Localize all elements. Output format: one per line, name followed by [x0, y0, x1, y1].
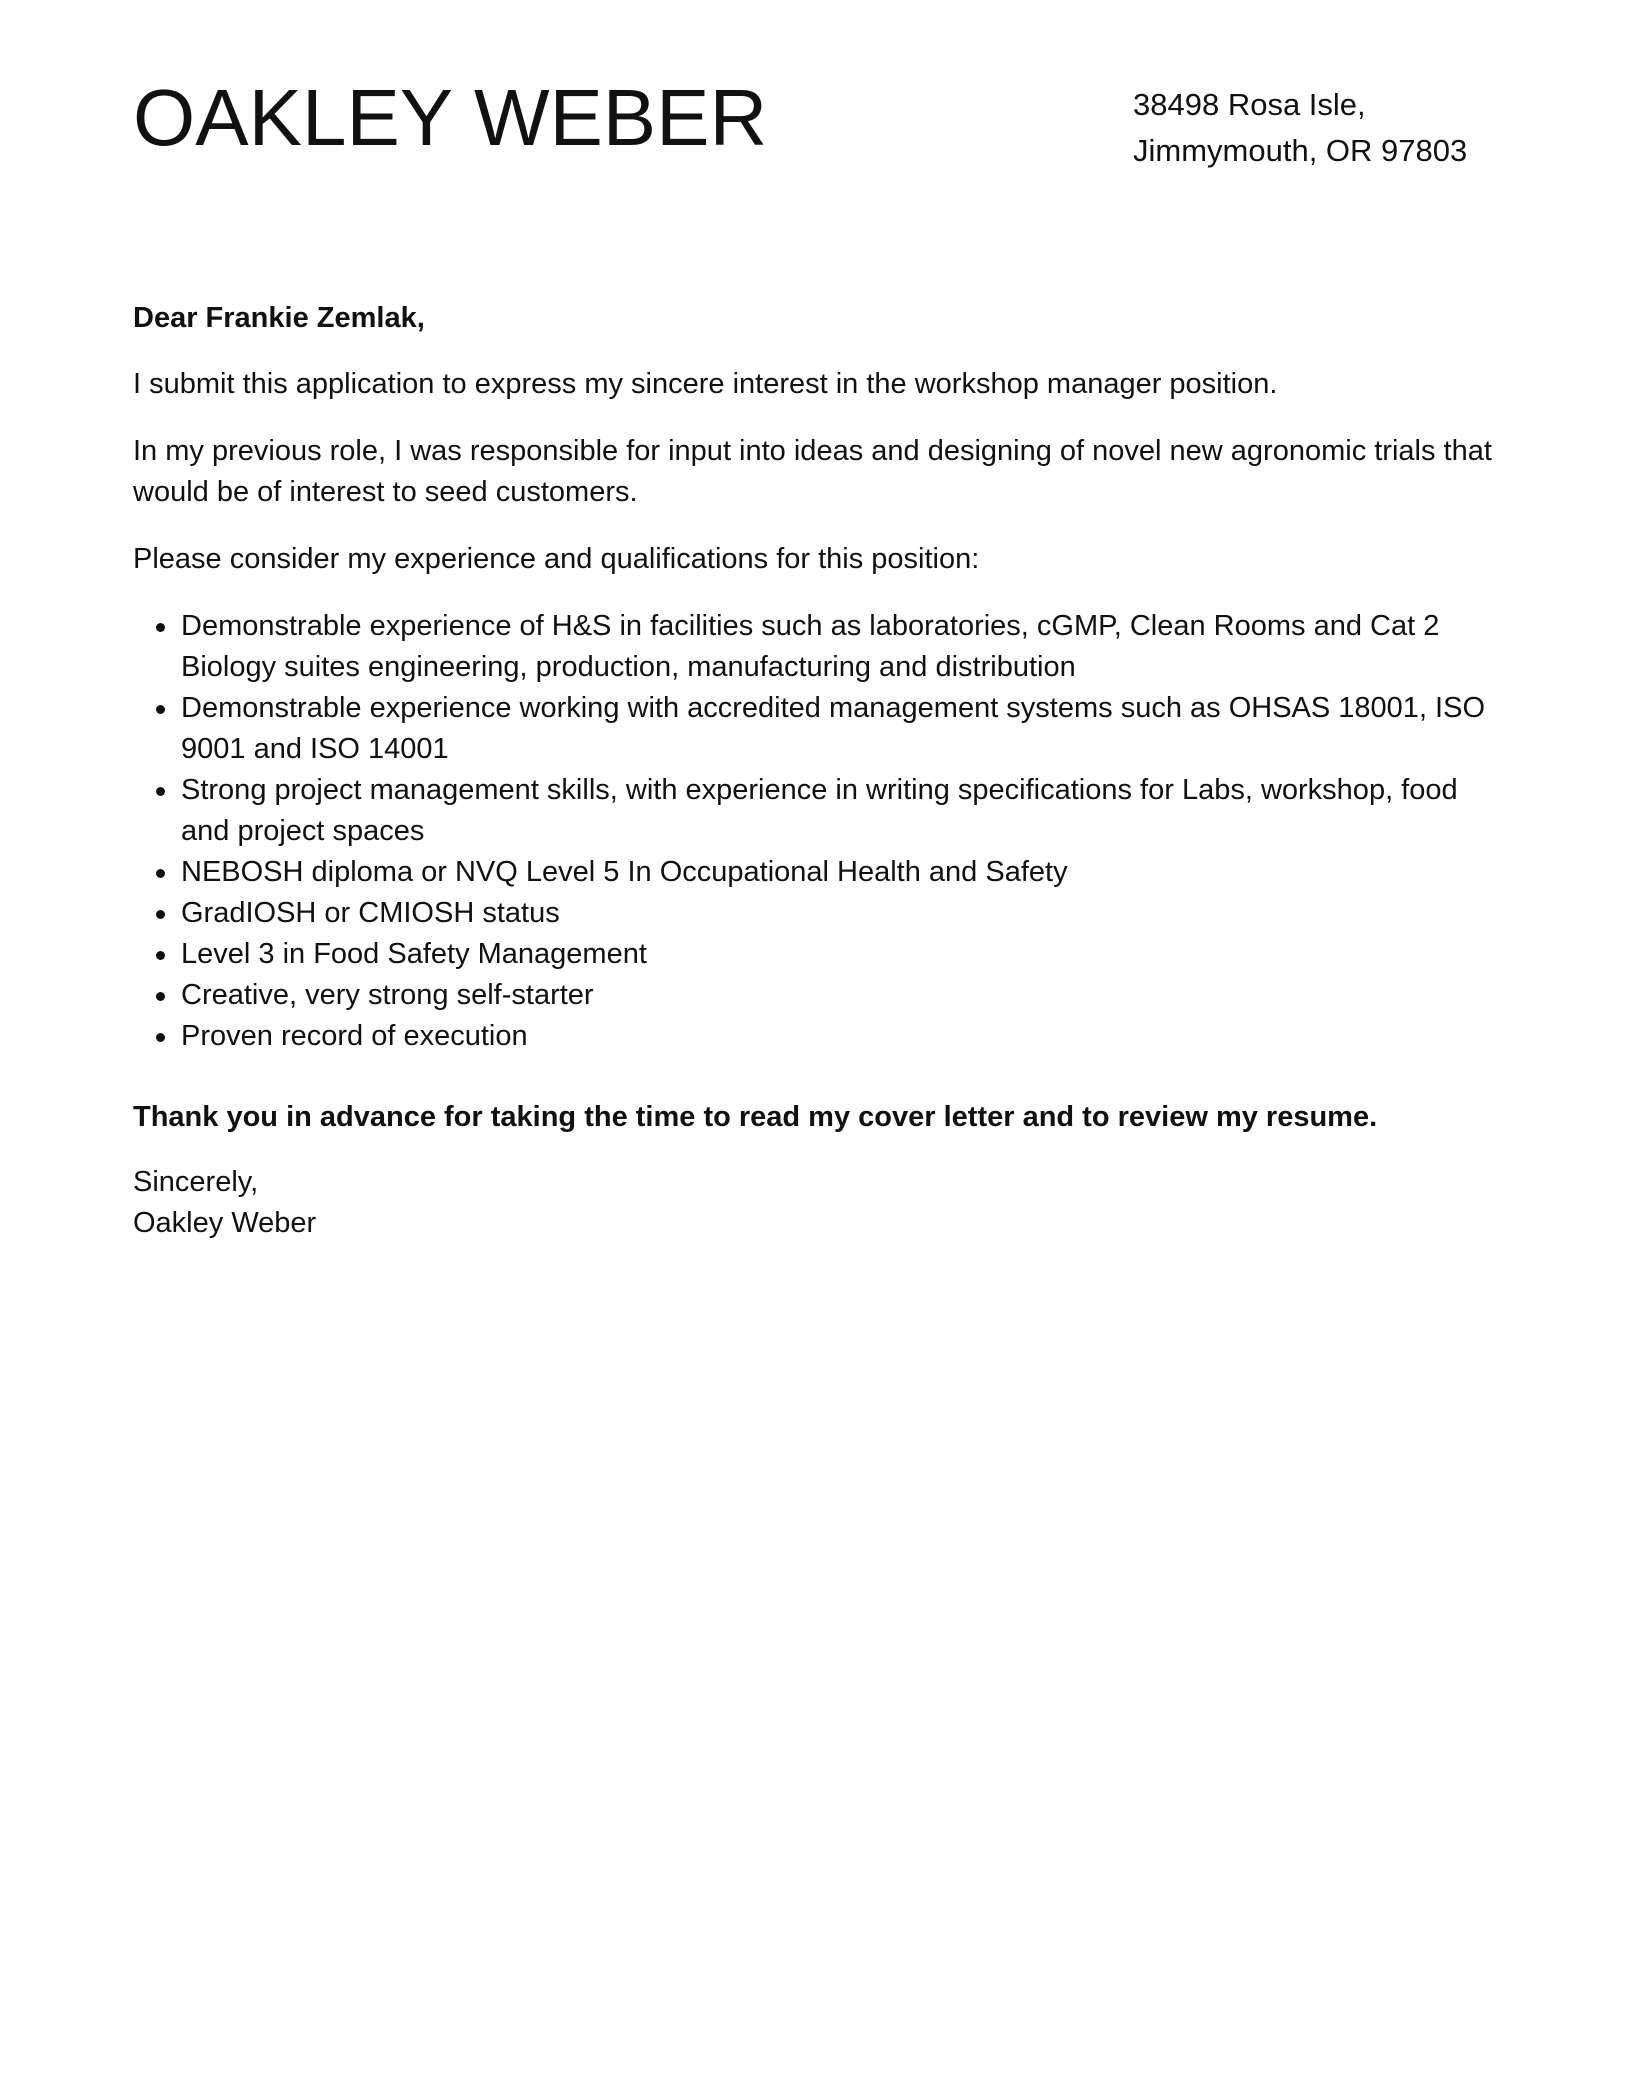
qualification-text: Creative, very strong self-starter — [181, 979, 594, 1011]
qualification-text: Proven record of execution — [181, 1020, 528, 1052]
bullet-icon — [156, 869, 165, 878]
qualifications-list — [133, 606, 1503, 1057]
bullet-icon — [156, 705, 165, 714]
letter-header — [133, 72, 1513, 202]
list-item — [181, 688, 1503, 770]
signature-name: Oakley Weber — [133, 1207, 317, 1239]
bullet-icon — [156, 623, 165, 632]
list-item — [181, 893, 1503, 934]
qualification-text: Demonstrable experience working with accredited management systems such as OHSAS 18001, ISO 9001 and ISO 14001 — [181, 692, 1486, 765]
qualification-text: NEBOSH diploma or NVQ Level 5 In Occupational Health and Safety — [181, 856, 1068, 888]
list-item — [181, 1016, 1503, 1057]
qualification-text: Demonstrable experience of H&S in facilities such as laboratories, cGMP, Clean Rooms and Cat 2 Biology suites engineering, production, manufacturing and distribution — [181, 610, 1440, 683]
bullet-icon — [156, 787, 165, 796]
letter-body — [133, 298, 1503, 1244]
bullet-icon — [156, 1033, 165, 1042]
signoff: Sincerely, — [133, 1166, 259, 1198]
qualification-text: GradIOSH or CMIOSH status — [181, 897, 560, 929]
intro-paragraph: I submit this application to express my sincere interest in the workshop manager position. — [133, 368, 1278, 400]
bullet-icon — [156, 951, 165, 960]
list-item — [181, 852, 1503, 893]
previous-role-paragraph: In my previous role, I was responsible for input into ideas and designing of novel new agronomic trials that would be of interest to seed customers. — [133, 435, 1492, 508]
list-item — [181, 606, 1503, 688]
applicant-name: OAKLEY WEBER — [133, 73, 768, 162]
address-line-1: 38498 Rosa Isle, — [1133, 87, 1366, 122]
signoff-block — [133, 1162, 1503, 1244]
salutation: Dear Frankie Zemlak, — [133, 302, 425, 334]
bullet-icon — [156, 992, 165, 1001]
bullet-icon — [156, 910, 165, 919]
list-item — [181, 770, 1503, 852]
list-item — [181, 934, 1503, 975]
applicant-address — [1133, 82, 1533, 174]
qualification-text: Level 3 in Food Safety Management — [181, 938, 647, 970]
consider-paragraph: Please consider my experience and qualifications for this position: — [133, 543, 980, 575]
list-item — [181, 975, 1503, 1016]
qualification-text: Strong project management skills, with experience in writing specifications for Labs, workshop, food and project spaces — [181, 774, 1458, 847]
address-line-2: Jimmymouth, OR 97803 — [1133, 133, 1468, 168]
closing-paragraph: Thank you in advance for taking the time to read my cover letter and to review my resume. — [133, 1101, 1378, 1133]
